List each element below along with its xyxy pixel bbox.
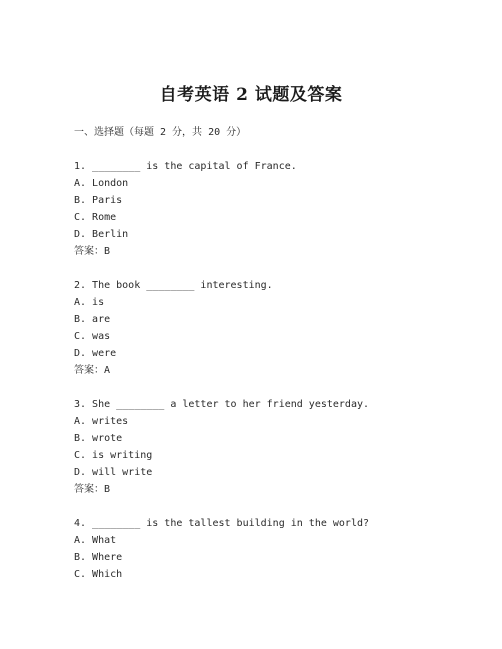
answer-option: A. writes [74,416,129,427]
answer-option: A. is [74,297,105,308]
answer-option: C. Rome [74,212,117,223]
answer-key: 答案：B [74,246,111,257]
answer-option: B. wrote [74,433,123,444]
answer-option: D. were [74,348,117,359]
answer-option: C. Which [74,569,123,580]
question-item [74,396,474,498]
answer-option: B. are [74,314,111,325]
section-heading: 一、选择题（每题 2 分，共 20 分） [74,127,247,138]
question-list [74,158,474,583]
answer-option: C. is writing [74,450,153,461]
answer-option: B. Where [74,552,123,563]
answer-key: 答案：B [74,484,111,495]
question-stem: 4. ________ is the tallest building in the world? [74,518,370,529]
question-stem: 3. She ________ a letter to her friend yesterday. [74,399,370,410]
question-stem: 1. ________ is the capital of France. [74,161,297,172]
answer-option: B. Paris [74,195,123,206]
answer-option: A. London [74,178,129,189]
question-stem: 2. The book ________ interesting. [74,280,273,291]
document-title: 自考英语 2 试题及答案 [159,85,343,105]
answer-key: 答案：A [74,365,111,376]
answer-option: C. was [74,331,111,342]
document-body [74,124,474,600]
question-item [74,158,474,260]
answer-option: D. will write [74,467,153,478]
answer-option: A. What [74,535,117,546]
answer-option: D. Berlin [74,229,129,240]
question-item [74,515,474,583]
question-item [74,277,474,379]
